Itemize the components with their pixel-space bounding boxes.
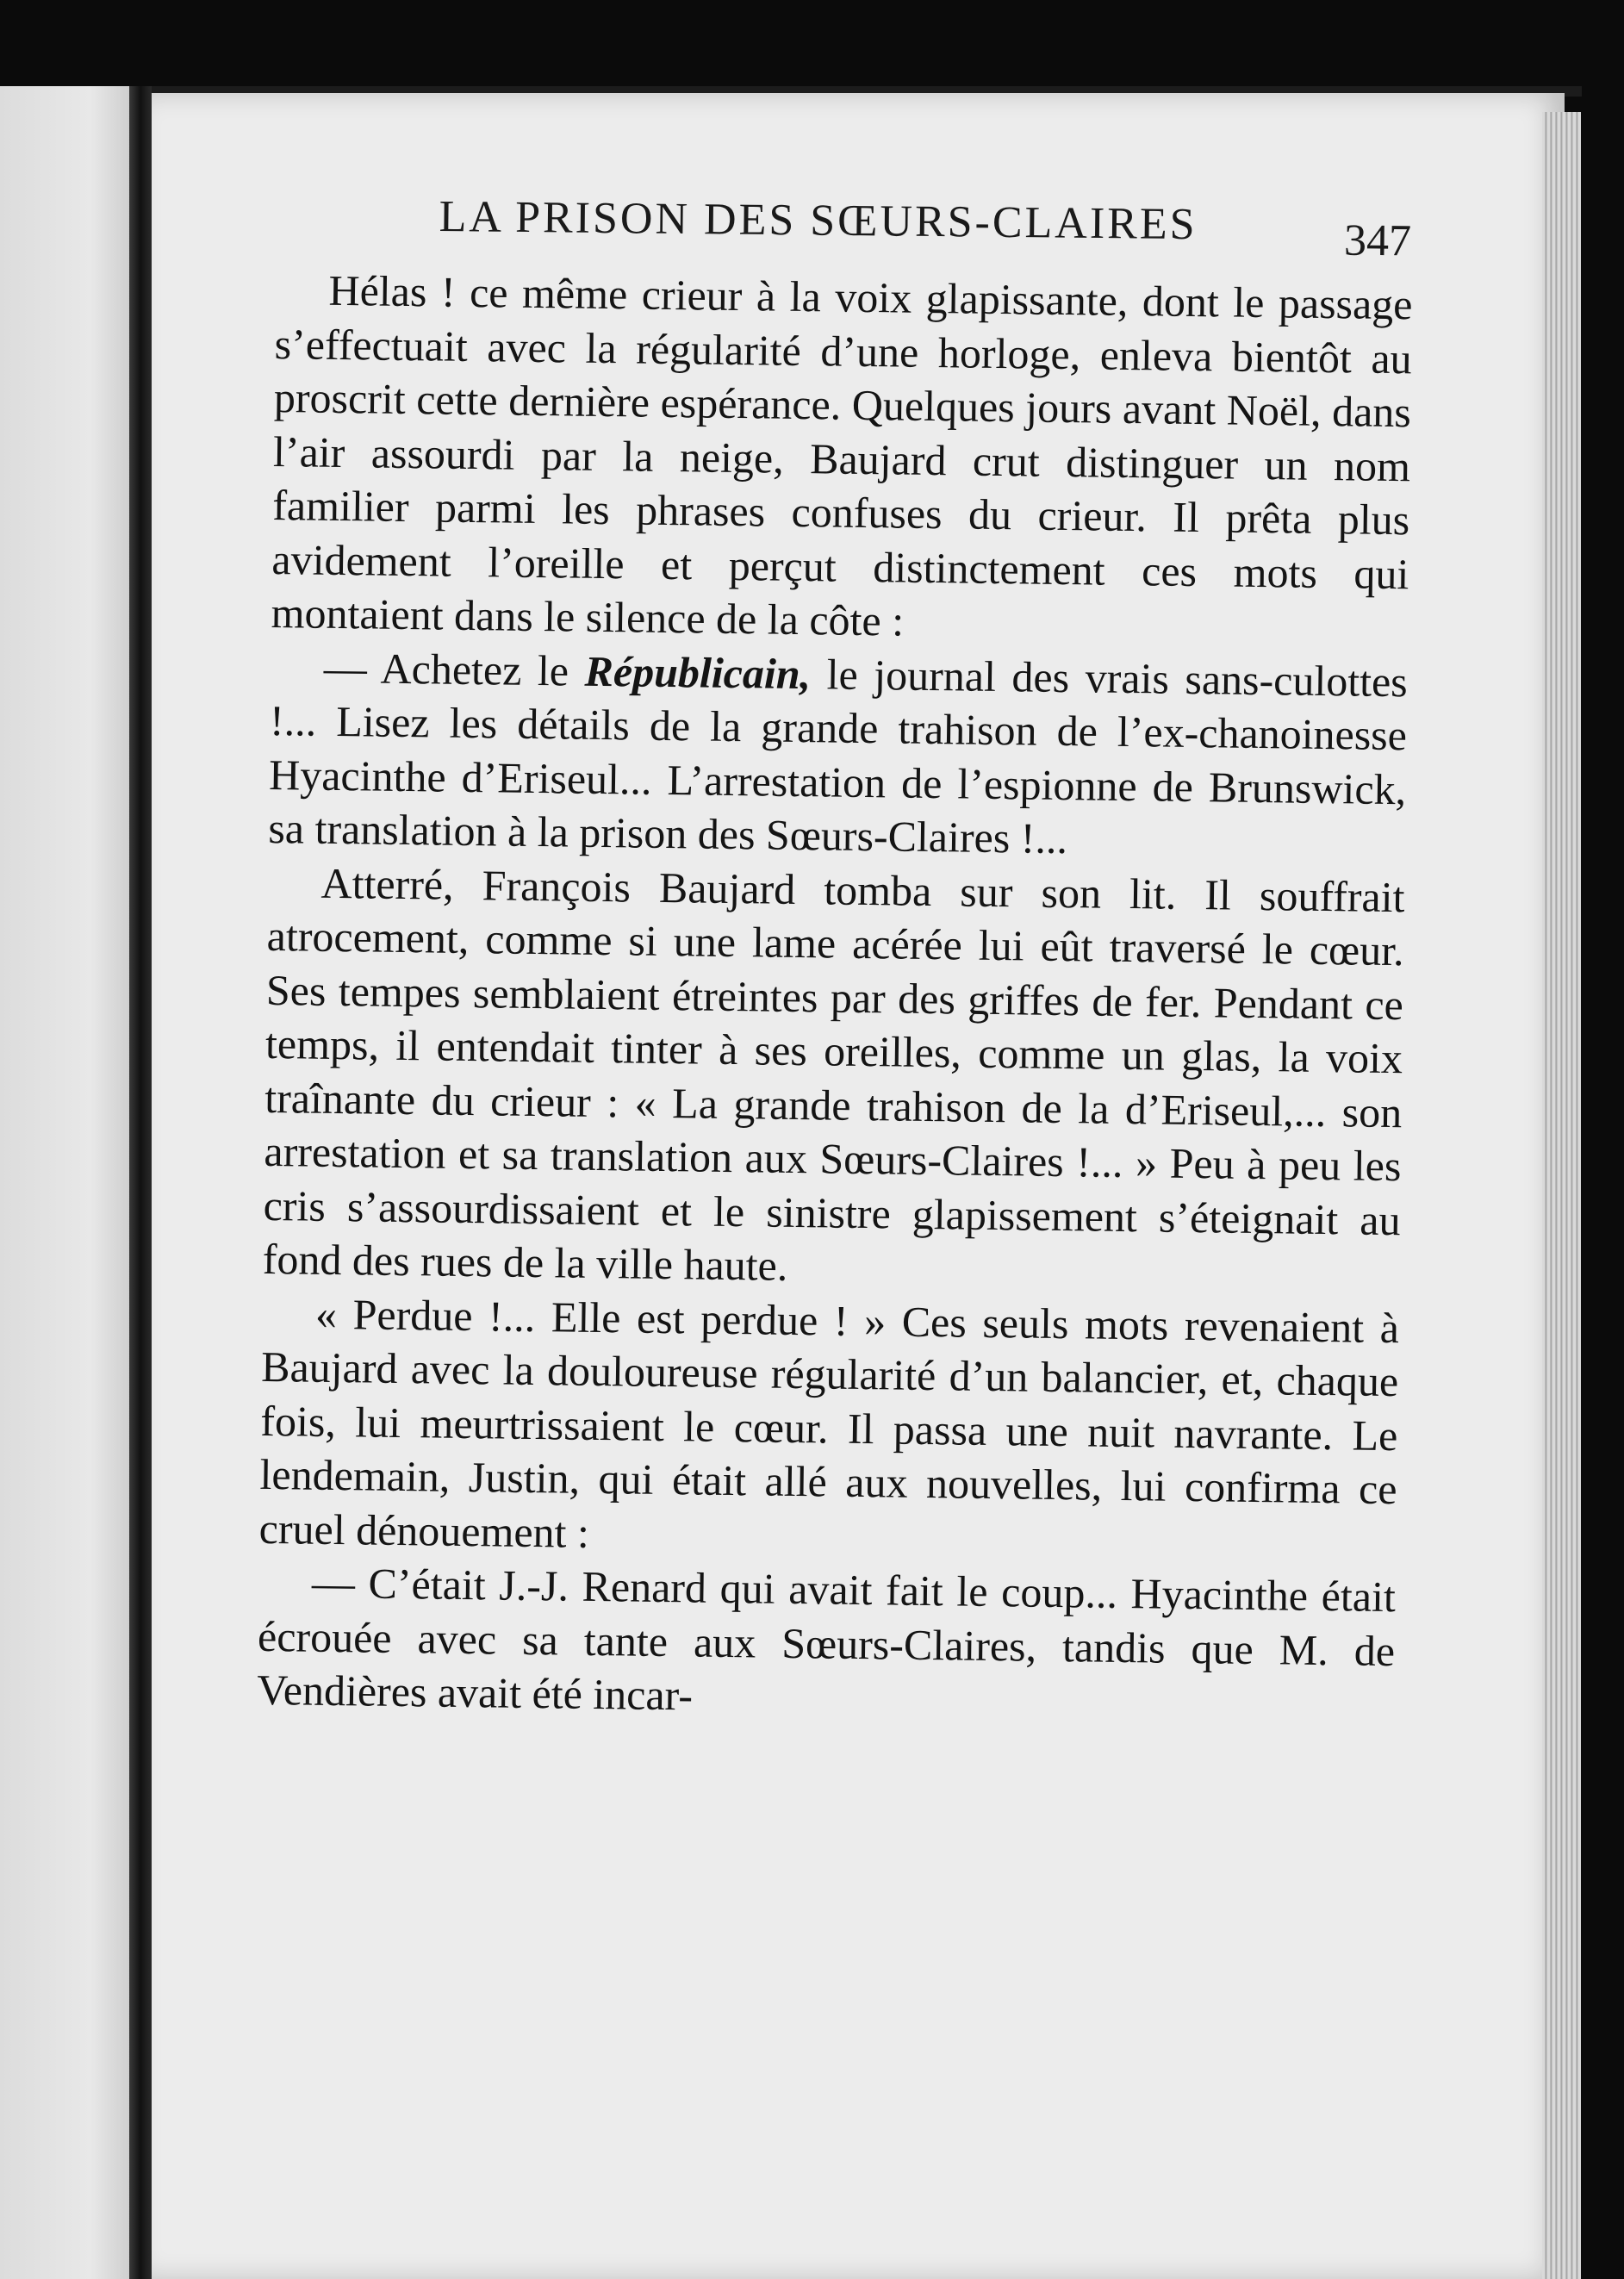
book-spine [129,86,152,2279]
body-text [257,263,1413,1732]
paragraph-1: Hélas ! ce même crieur à la voix glapissante, dont le passage s’effectuait avec la régularité d’une horloge, enleva bientôt au proscrit cette dernière espérance. Quelques jours avant Noël, dans l’air assourdi par la neige, Baujard crut distinguer un nom familier parmi les phrases confuses du crieur. Il prêta plus avidement l’oreille et perçut distinctement ces mots qui montaient dans le silence de la côte : [271,265,1413,645]
paragraph-2-start: — Achetez le [323,643,585,695]
page-edges [1542,112,1581,2279]
page-number: 347 [1343,215,1412,266]
paragraph-4: « Perdue !... Elle est perdue ! » Ces seuls mots revenaient à Baujard avec la douloureuse régularité d’un balancier, et, chaque fois, lui meurtrissaient le cœur. Il passa une nuit navrante. Le lendemain, Justin, qui était allé aux nouvelles, lui confirma ce cruel dénouement : [258,1289,1400,1557]
paragraph-3: Atterré, François Baujard tomba sur son lit. Il souffrait atrocement, comme si une lame acérée lui eût traversé le cœur. Ses tempes semblaient étreintes par des griffes de fer. Pendant ce temps, il entendait tinter à ses oreilles, comme un glas, la voix traînante du crieur : « La grande trahison de la d’Eriseul,... son arrestation et sa translation aux Sœurs-Claires !... » Peu à peu les cris s’assourdissaient et le sinistre glapissement s’éteignait au fond des rues de la ville haute. [262,858,1405,1290]
paragraph-2 [268,639,1408,869]
left-page-edge [0,86,129,2279]
newspaper-title: Républicain, [584,646,812,698]
paragraph-2-rest: le journal des vrais sans-culottes !... Lisez les détails de la grande trahison de l’ex-chanoinesse Hyacinthe d’Eriseul... L’arrestation de l’espionne de Brunswick, sa translation à la prison des Sœurs-Claires !... [268,649,1409,863]
running-head-title: LA PRISON DES SŒURS-CLAIRES [439,191,1198,250]
paragraph-5: — C’était J.-J. Renard qui avait fait le coup... Hyacinthe était écrouée avec sa tante aux Sœurs-Claires, tandis que M. de Vendières avait été incar- [256,1558,1397,1720]
